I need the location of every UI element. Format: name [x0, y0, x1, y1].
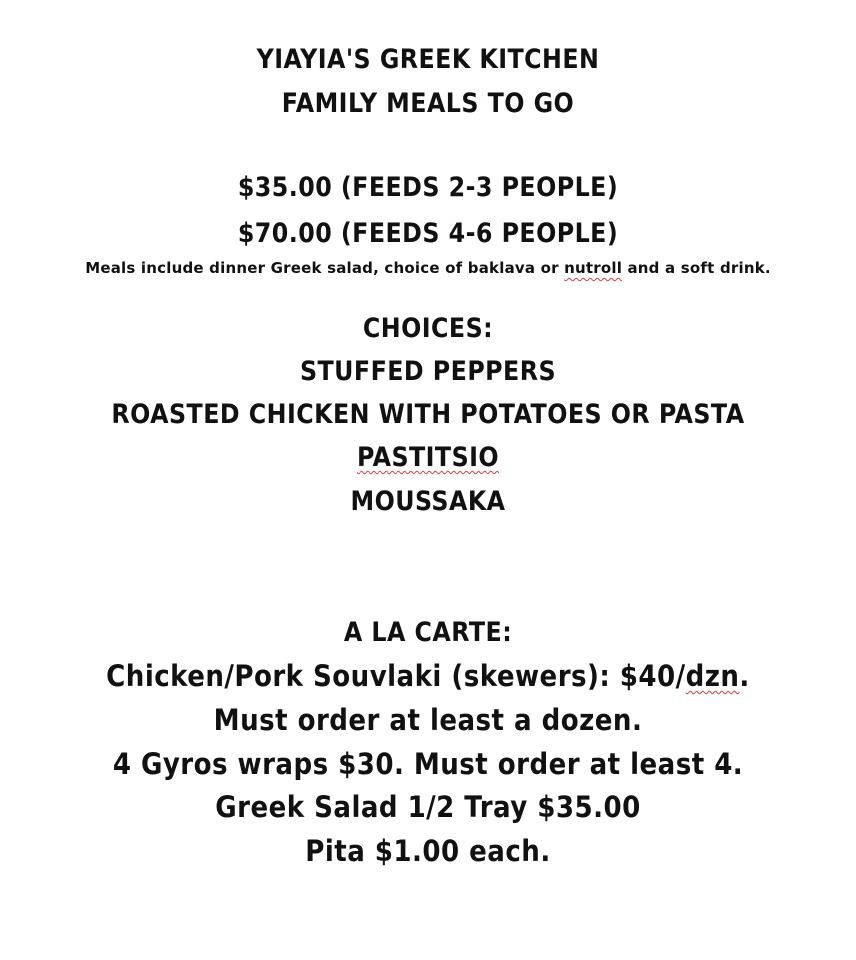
choice-item-moussaka: MOUSSAKA [350, 486, 506, 517]
choice-item-roasted-chicken: ROASTED CHICKEN WITH POTATOES OR PASTA [111, 399, 745, 430]
meal-includes-note [0, 259, 856, 277]
a-la-carte-heading: A LA CARTE: [343, 617, 513, 648]
includes-flagged-word: nutroll [564, 259, 623, 277]
souvlaki-item [43, 659, 813, 693]
price-large-meal: $70.00 (FEEDS 4-6 PEOPLE) [237, 218, 619, 249]
souvlaki-flagged-word: dzn [685, 659, 740, 693]
pita-item: Pita $1.00 each. [305, 834, 551, 868]
restaurant-title: YIAYIA'S GREEK KITCHEN [256, 44, 600, 75]
gyros-item: 4 Gyros wraps $30. Must order at least 4. [112, 747, 744, 781]
souvlaki-order-note: Must order at least a dozen. [213, 703, 643, 737]
souvlaki-text-start: Chicken/Pork Souvlaki (skewers): $40/ [106, 659, 686, 693]
greek-salad-item: Greek Salad 1/2 Tray $35.00 [215, 790, 641, 824]
includes-text-start: Meals include dinner Greek salad, choice of baklava or [85, 259, 565, 277]
includes-text-end: and a soft drink. [622, 259, 771, 277]
souvlaki-text-end: . [739, 659, 750, 693]
choice-item-stuffed-peppers: STUFFED PEPPERS [299, 356, 556, 387]
price-small-meal: $35.00 (FEEDS 2-3 PEOPLE) [237, 172, 619, 203]
choice-item-pastitsio [51, 442, 804, 473]
menu-subtitle: FAMILY MEALS TO GO [281, 88, 575, 119]
choices-heading: CHOICES: [362, 313, 494, 344]
pastitsio-flagged-word: PASTITSIO [356, 442, 500, 473]
